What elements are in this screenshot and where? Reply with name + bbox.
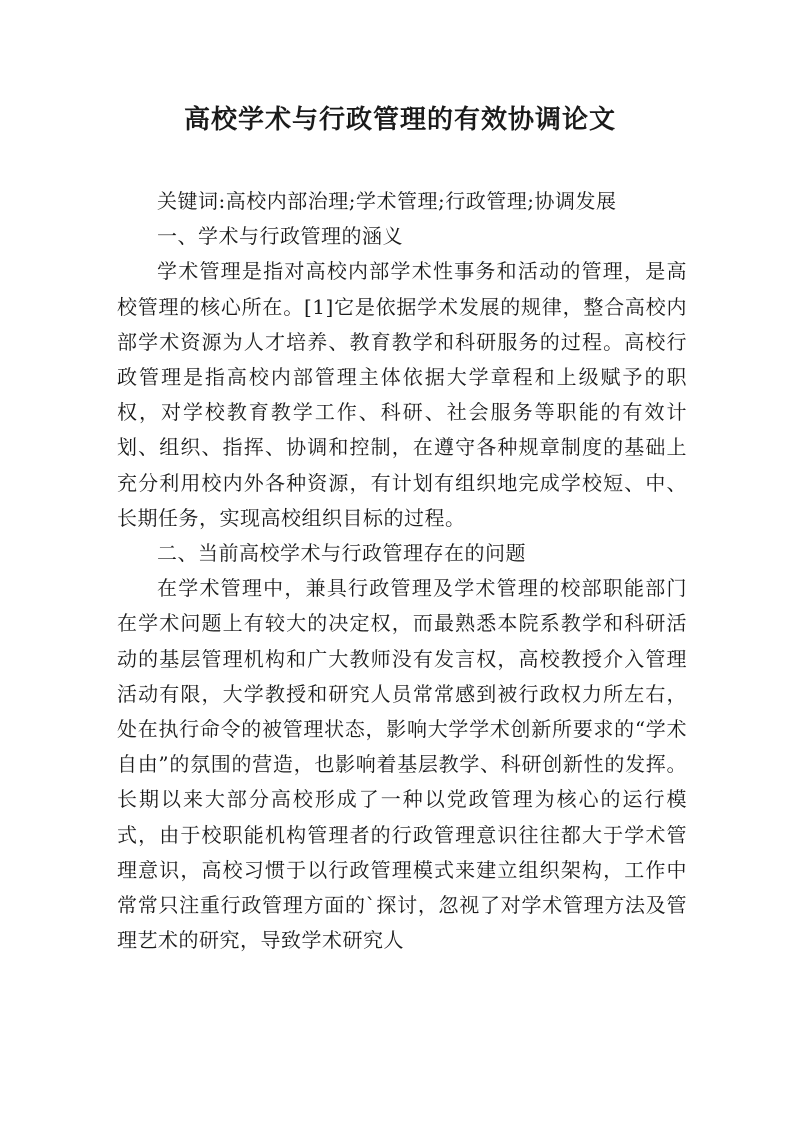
section-heading-2: 二、当前高校学术与行政管理存在的问题 — [157, 541, 526, 566]
section-paragraph-2: 在学术管理中，兼具行政管理及学术管理的校部职能部门在学术问题上有较大的决定权，而最熟悉本院系教学和科研活动的基层管理机构和广大教师没有发言权，高校教授介入管理活动有限，大学教授和研究人员常常感到被行政权力所左右，处在执行命令的被管理状态，影响大学学术创新所要求的“学术自由”的氛围的营造，也影响着基层教学、科研创新性的发挥。长期以来大部分高校形成了一种以党政管理为核心的运行模式，由于校职能机构管理者的行政管理意识往往都大于学术管理意识，高校习惯于以行政管理模式来建立组织架构，工作中常常只注重行政管理方面的`探讨，忽视了对学术管理方法及管理艺术的研究，导致学术研究人 — [117, 576, 687, 953]
keywords-line: 关键词:高校内部治理;学术管理;行政管理;协调发展 — [157, 189, 617, 213]
document-body — [117, 184, 687, 958]
section-heading-1: 一、学术与行政管理的涵义 — [157, 224, 403, 249]
document-title: 高校学术与行政管理的有效协调论文 — [183, 105, 616, 135]
section-paragraph-1: 学术管理是指对高校内部学术性事务和活动的管理，是高校管理的核心所在。[1]它是依据学术发展的规律，整合高校内部学术资源为人才培养、教育教学和科研服务的过程。高校行政管理是指高校内部管理主体依据大学章程和上级赋予的职权，对学校教育教学工作、科研、社会服务等职能的有效计划、组织、指挥、协调和控制，在遵守各种规章制度的基础上充分利用校内外各种资源，有计划有组织地完成学校短、中、长期任务，实现高校组织目标的过程。 — [117, 259, 687, 530]
